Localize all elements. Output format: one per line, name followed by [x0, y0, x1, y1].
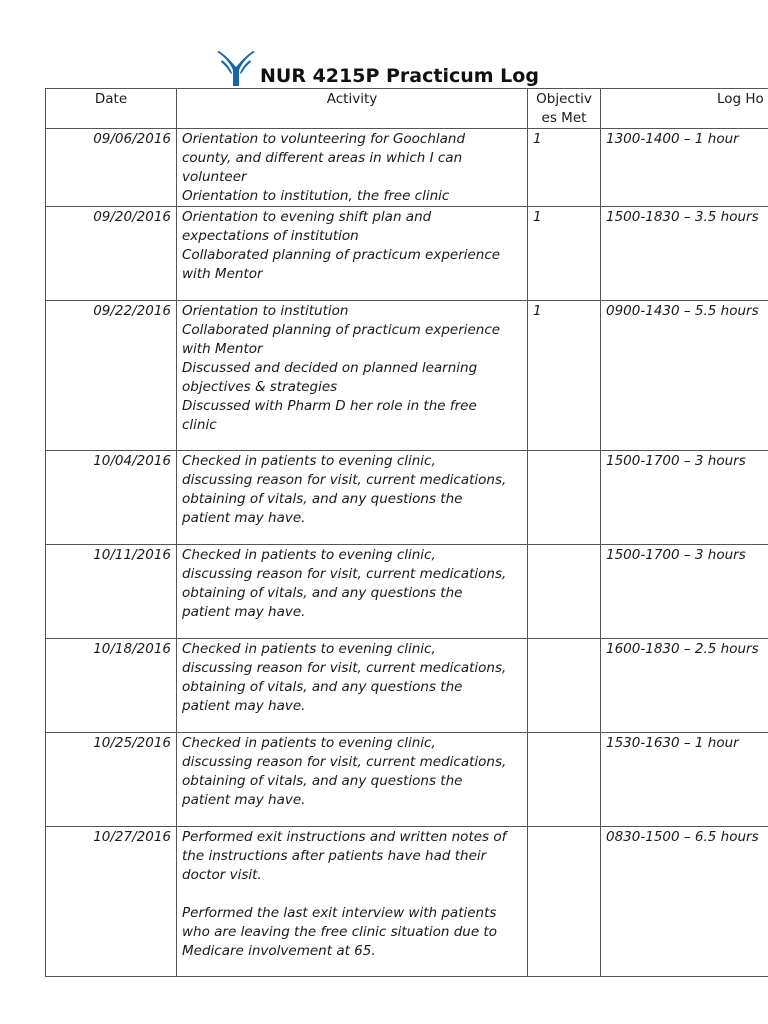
row-activity — [177, 827, 528, 977]
table-row — [46, 207, 768, 301]
table-body — [46, 129, 768, 977]
row-activity — [177, 639, 528, 733]
row-log-hours: 1600-1830 – 2.5 hours — [601, 639, 768, 733]
activity-spacer — [182, 885, 522, 904]
activity-line: the instructions after patients have had their — [182, 848, 487, 864]
table-row — [46, 733, 768, 827]
activity-line: county, and different areas in which I can — [182, 150, 463, 166]
row-activity — [177, 129, 528, 207]
row-activity — [177, 301, 528, 451]
row-objectives-met — [528, 639, 601, 733]
column-header-activity: Activity — [177, 89, 528, 129]
row-objectives-met — [528, 827, 601, 977]
row-activity — [177, 733, 528, 827]
activity-line: discussing reason for visit, current medications, — [182, 566, 507, 582]
university-logo-icon — [214, 50, 258, 88]
activity-line: patient may have. — [182, 698, 306, 714]
table-row — [46, 545, 768, 639]
activity-line: obtaining of vitals, and any questions the — [182, 773, 463, 789]
table-row — [46, 827, 768, 977]
table-row — [46, 639, 768, 733]
row-log-hours: 1500-1700 – 3 hours — [601, 451, 768, 545]
row-date: 10/27/2016 — [46, 827, 177, 977]
table-row — [46, 451, 768, 545]
activity-line: Checked in patients to evening clinic, — [182, 641, 436, 657]
row-objectives-met: 1 — [528, 129, 601, 207]
activity-line: Collaborated planning of practicum experience — [182, 247, 501, 263]
row-objectives-met — [528, 545, 601, 639]
activity-line: Medicare involvement at 65. — [182, 943, 376, 959]
activity-line: Orientation to volunteering for Goochland — [182, 131, 466, 147]
document-header — [214, 48, 539, 88]
activity-line: Orientation to institution — [182, 303, 349, 319]
activity-line: Performed exit instructions and written notes of — [182, 829, 507, 845]
row-date: 09/06/2016 — [46, 129, 177, 207]
page-title: NUR 4215P Practicum Log — [260, 65, 539, 87]
row-log-hours: 1500-1700 – 3 hours — [601, 545, 768, 639]
row-activity — [177, 207, 528, 301]
row-activity — [177, 545, 528, 639]
activity-line: with Mentor — [182, 341, 263, 357]
activity-line: Discussed with Pharm D her role in the free — [182, 398, 477, 414]
row-date: 10/04/2016 — [46, 451, 177, 545]
activity-line: obtaining of vitals, and any questions the — [182, 679, 463, 695]
table-header-row — [46, 89, 768, 129]
activity-line: obtaining of vitals, and any questions the — [182, 491, 463, 507]
activity-line: patient may have. — [182, 792, 306, 808]
row-objectives-met: 1 — [528, 301, 601, 451]
table-row — [46, 301, 768, 451]
column-header-date: Date — [46, 89, 177, 129]
column-header-objectives — [528, 89, 601, 129]
row-date: 10/25/2016 — [46, 733, 177, 827]
activity-line: Discussed and decided on planned learning — [182, 360, 478, 376]
row-log-hours: 1300-1400 – 1 hour — [601, 129, 768, 207]
activity-line: obtaining of vitals, and any questions the — [182, 585, 463, 601]
row-log-hours: 1500-1830 – 3.5 hours — [601, 207, 768, 301]
activity-line: who are leaving the free clinic situation due to — [182, 924, 497, 940]
activity-line: Performed the last exit interview with patients — [182, 905, 497, 921]
row-log-hours: 0900-1430 – 5.5 hours — [601, 301, 768, 451]
activity-line: patient may have. — [182, 510, 306, 526]
activity-line: expectations of institution — [182, 228, 359, 244]
row-log-hours: 1530-1630 – 1 hour — [601, 733, 768, 827]
activity-line: Orientation to institution, the free clinic — [182, 188, 450, 204]
row-activity — [177, 451, 528, 545]
activity-line: discussing reason for visit, current medications, — [182, 660, 507, 676]
activity-line: discussing reason for visit, current medications, — [182, 472, 507, 488]
activity-line: clinic — [182, 417, 217, 433]
activity-line: Checked in patients to evening clinic, — [182, 453, 436, 469]
row-objectives-met — [528, 733, 601, 827]
activity-line: doctor visit. — [182, 867, 262, 883]
row-date: 10/11/2016 — [46, 545, 177, 639]
row-date: 09/22/2016 — [46, 301, 177, 451]
row-log-hours: 0830-1500 – 6.5 hours — [601, 827, 768, 977]
row-objectives-met — [528, 451, 601, 545]
activity-line: Checked in patients to evening clinic, — [182, 735, 436, 751]
activity-line: discussing reason for visit, current medications, — [182, 754, 507, 770]
objectives-header-line1: Objectiv — [536, 91, 592, 107]
activity-line: patient may have. — [182, 604, 306, 620]
row-objectives-met: 1 — [528, 207, 601, 301]
column-header-log-hours: Log Ho — [601, 89, 768, 129]
row-date: 09/20/2016 — [46, 207, 177, 301]
activity-line: Checked in patients to evening clinic, — [182, 547, 436, 563]
practicum-log-table — [45, 88, 768, 977]
activity-line: objectives & strategies — [182, 379, 338, 395]
activity-line: with Mentor — [182, 266, 263, 282]
activity-line: Orientation to evening shift plan and — [182, 209, 432, 225]
objectives-header-line2: es Met — [541, 110, 587, 126]
table-row — [46, 129, 768, 207]
activity-line: Collaborated planning of practicum experience — [182, 322, 501, 338]
activity-line: volunteer — [182, 169, 247, 185]
row-date: 10/18/2016 — [46, 639, 177, 733]
